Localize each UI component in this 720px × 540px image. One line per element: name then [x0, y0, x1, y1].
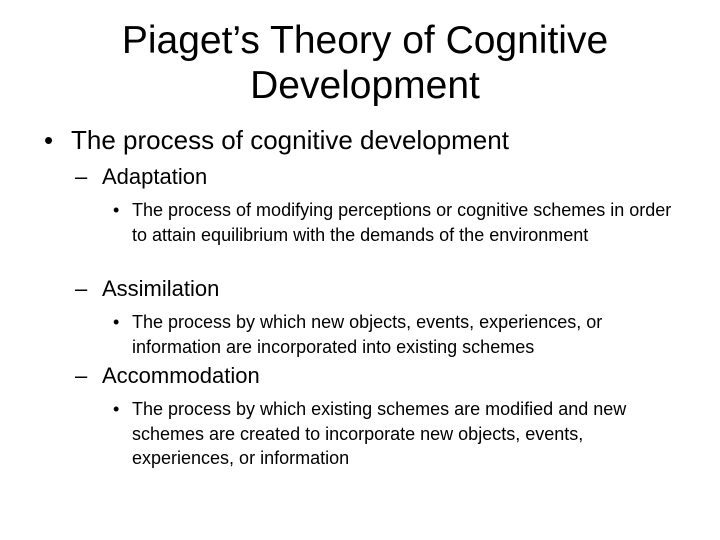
slide-title — [40, 18, 690, 108]
dash-icon: – — [75, 164, 88, 189]
term-label: Adaptation — [102, 164, 208, 189]
dash-icon: – — [75, 276, 88, 301]
bullet-icon: • — [113, 312, 120, 332]
slide-title-line-2: Development — [250, 64, 480, 107]
main-bullet-text: The process of cognitive development — [71, 125, 509, 155]
definition-text: The process of modifying perceptions or cognitive schemes in order to attain equilibrium with the demands of the environment — [132, 200, 672, 245]
term-label: Assimilation — [102, 276, 220, 301]
term-label: Accommodation — [102, 363, 260, 388]
bullet-icon: • — [44, 125, 54, 155]
bullet-icon: • — [113, 200, 120, 220]
bullet-icon: • — [113, 399, 120, 419]
definition-text: The process by which new objects, events, experiences, or information are incorporated into existing schemes — [132, 312, 603, 357]
dash-icon: – — [75, 363, 88, 388]
slide-title-line-1: Piaget’s Theory of Cognitive — [121, 19, 609, 62]
definition-text: The process by which existing schemes are modified and new schemes are created to incorporate new objects, events, experiences, or information — [132, 399, 627, 468]
